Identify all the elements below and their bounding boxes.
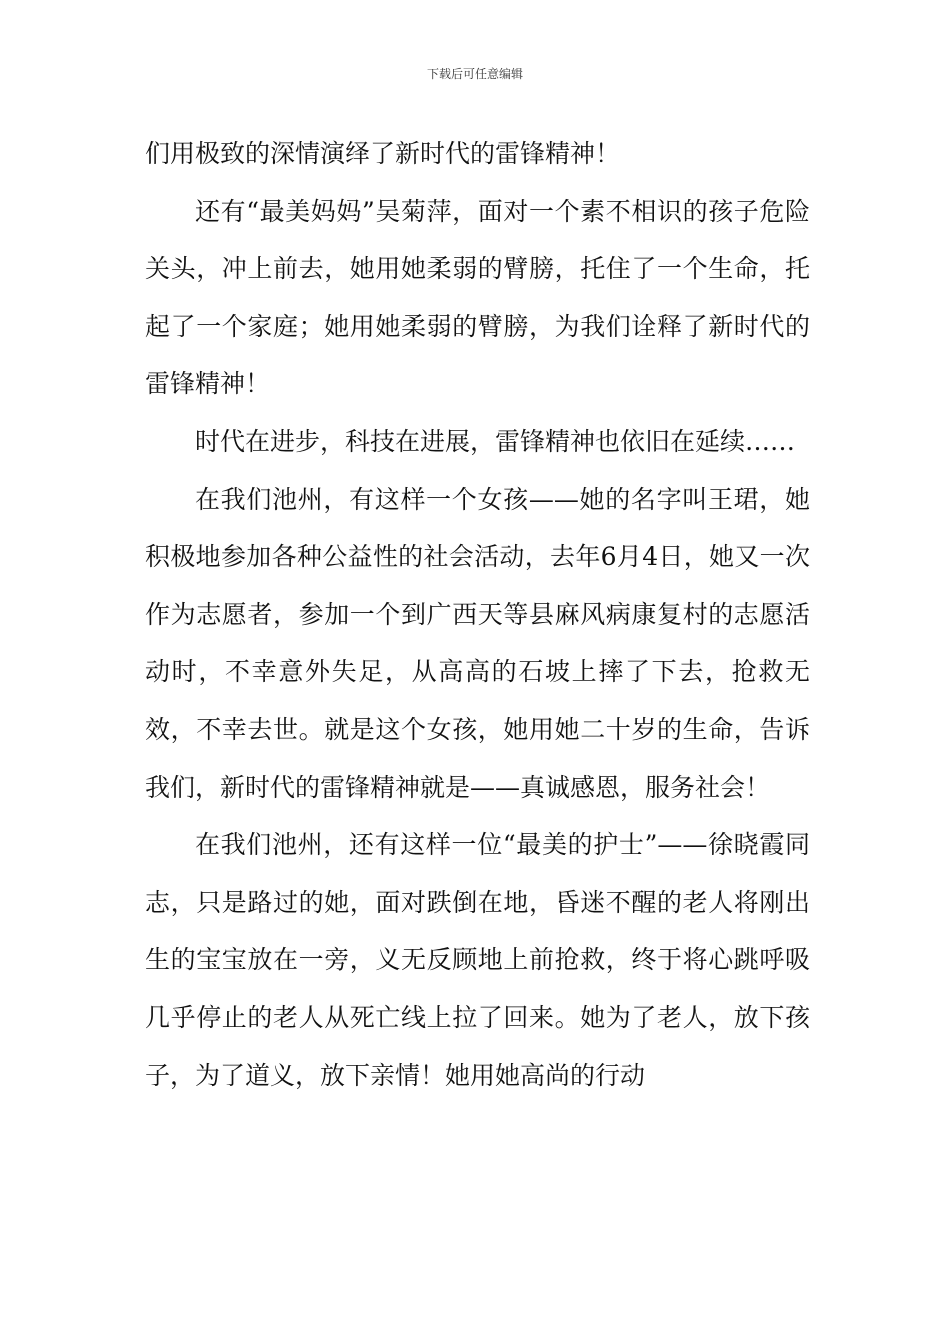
document-body bbox=[145, 125, 810, 1104]
paragraph-continuation: 们用极致的深情演绎了新时代的雷锋精神！ bbox=[145, 139, 621, 168]
paragraph-wu-juping: 还有“最美妈妈”吴菊萍，面对一个素不相识的孩子危险关头，冲上前去，她用她柔弱的臂膀，托住了一个生命，托起了一个家庭；她用她柔弱的臂膀，为我们诠释了新时代的雷锋精神！ bbox=[145, 196, 810, 399]
paragraph-era-progress: 时代在进步，科技在进展，雷锋精神也依旧在延续…… bbox=[195, 426, 796, 456]
page-header: 下载后可任意编辑 bbox=[426, 67, 523, 81]
paragraph-xu-xiaoxia: 在我们池州，还有这样一位“最美的护士”——徐晓霞同志，只是路过的她，面对跌倒在地，昏迷不醒的老人将刚出生的宝宝放在一旁，义无反顾地上前抢救，终于将心跳呼吸几乎停止的老人从死亡线上拉了回来。她为了老人，放下孩子，为了道义，放下亲情！她用她高尚的行动 bbox=[145, 830, 810, 1090]
paragraph-wang-jun: 在我们池州，有这样一个女孩——她的名字叫王珺，她积极地参加各种公益性的社会活动，去年6月4日，她又一次作为志愿者，参加一个到广西天等县麻风病康复村的志愿活动时，不幸意外失足，从高高的石坡上摔了下去，抢救无效，不幸去世。就是这个女孩，她用她二十岁的生命，告诉我们，新时代的雷锋精神就是——真诚感恩，服务社会！ bbox=[145, 484, 810, 802]
